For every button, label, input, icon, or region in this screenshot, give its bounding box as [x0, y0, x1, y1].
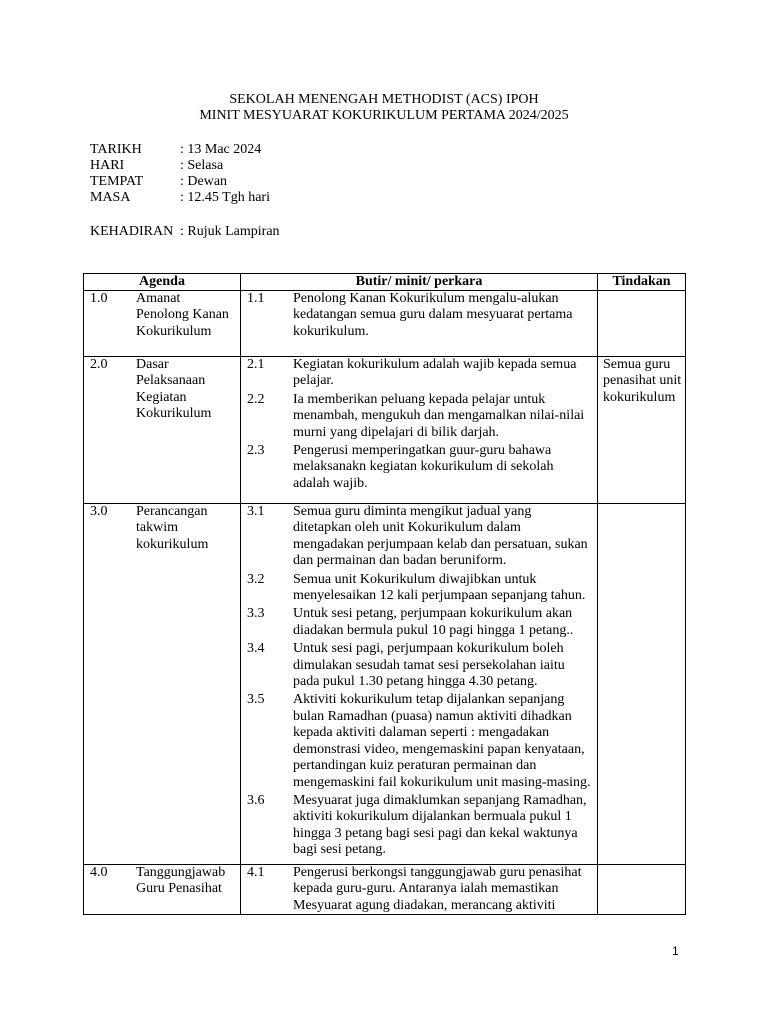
list-item: [241, 504, 597, 570]
info-label: HARI: [90, 158, 125, 173]
info-label: TARIKH: [90, 142, 142, 157]
info-value: : Selasa: [180, 158, 224, 173]
info-label: TEMPAT: [90, 174, 144, 189]
agenda-cell: [84, 865, 241, 915]
attendance-label: KEHADIRAN: [90, 224, 174, 239]
agenda-cell: [84, 504, 241, 865]
list-item: [241, 572, 597, 605]
butir-cell: [241, 504, 598, 865]
page-number: 1: [672, 944, 679, 958]
tindakan-cell: [598, 357, 686, 504]
butir-cell: [241, 291, 598, 357]
agenda-number: 1.0: [90, 291, 108, 306]
agenda-title: Tanggungjawab Guru Penasihat: [136, 865, 226, 897]
item-number: 2.2: [247, 391, 265, 407]
minutes-title: MINIT MESYUARAT KOKURIKULUM PERTAMA 2024/2025: [199, 108, 569, 123]
info-row-tarikh: [90, 142, 270, 158]
attendance-line: [90, 224, 280, 240]
header-butir: Butir/ minit/ perkara: [241, 274, 598, 291]
table-row: [84, 291, 686, 357]
item-text: Pengerusi berkongsi tanggungjawab guru penasihat kepada guru-guru. Antaranya ialah memastikan Mesyuarat agung diadakan, merancang aktiviti: [293, 865, 582, 913]
info-value: : Dewan: [180, 174, 228, 189]
table-row: [84, 357, 686, 504]
tindakan-cell: [598, 504, 686, 865]
item-number: 3.3: [247, 606, 265, 622]
table-row: [84, 865, 686, 915]
list-item: [241, 392, 597, 441]
butir-cell: [241, 865, 598, 915]
agenda-number: 2.0: [90, 357, 108, 372]
list-item: [241, 291, 597, 340]
tindakan-cell: [598, 291, 686, 357]
tindakan-cell: [598, 865, 686, 915]
butir-cell: [241, 357, 598, 504]
list-item: [241, 443, 597, 492]
minutes-table: [83, 273, 686, 915]
item-text: Semua unit Kokurikulum diwajibkan untuk menyelesaikan 12 kali perjumpaan sepanjang tahun.: [293, 571, 586, 604]
item-text: Penolong Kanan Kokurikulum mengalu-alukan kedatangan semua guru dalam mesyuarat pertama kokurikulum.: [293, 291, 573, 339]
item-number: 3.5: [247, 692, 265, 708]
agenda-title: Dasar Pelaksanaan Kegiatan Kokurikulum: [136, 357, 212, 422]
list-item: [241, 692, 597, 790]
agenda-cell: [84, 291, 241, 357]
item-number: 3.6: [247, 792, 265, 808]
agenda-title: Perancangan takwim kokurikulum: [136, 504, 209, 552]
item-text: Ia memberikan peluang kepada pelajar untuk menambah, mengukuh dan mengamalkan nilai-nilai murni yang dipelajari di bilik darjah.: [293, 391, 585, 440]
item-number: 3.4: [247, 641, 265, 657]
info-label: MASA: [90, 190, 131, 205]
school-title: SEKOLAH MENENGAH METHODIST (ACS) IPOH: [229, 92, 539, 107]
tindakan-text: Semua guru penasihat unit kokurikulum: [603, 357, 682, 405]
item-text: Mesyuarat juga dimaklumkan sepanjang Ramadhan, aktiviti kokurikulum dijalankan bermuala pukul 1 hingga 3 petang bagi sesi pagi dan kekal waktunya bagi sesi petang.: [293, 792, 587, 858]
agenda-cell: [84, 357, 241, 504]
item-number: 2.1: [247, 357, 265, 372]
item-number: 3.1: [247, 504, 265, 519]
list-item: [241, 793, 597, 859]
info-row-masa: [90, 190, 270, 206]
table-header-row: [84, 274, 686, 291]
list-item: [241, 357, 597, 390]
item-text: Pengerusi memperingatkan guur-guru bahawa melaksanakn kegiatan kokurikulum di sekolah adalah wajib.: [293, 443, 554, 491]
header-agenda: Agenda: [84, 274, 241, 291]
meeting-info: [90, 142, 270, 206]
item-text: Untuk sesi pagi, perjumpaan kokurikulum boleh dimulakan sesudah tamat sesi persekolahan iaitu pada pukul 1.30 petang hingga 4.30 petang.: [293, 641, 565, 690]
info-value: : 13 Mac 2024: [180, 142, 262, 157]
agenda-number: 3.0: [90, 504, 108, 519]
item-number: 2.3: [247, 443, 265, 459]
list-item: [241, 865, 597, 914]
item-text: Semua guru diminta mengikut jadual yang ditetapkan oleh unit Kokurikulum dalam mengadakan perjumpaan kelab dan persatuan, sukan dan permainan dan badan beruniform.: [293, 504, 588, 569]
agenda-number: 4.0: [90, 865, 108, 880]
item-number: 3.2: [247, 571, 265, 587]
list-item: [241, 606, 597, 639]
info-row-tempat: [90, 174, 270, 190]
agenda-title: Amanat Penolong Kanan Kokurikulum: [136, 291, 229, 339]
item-text: Untuk sesi petang, perjumpaan kokurikulum akan diadakan bermula pukul 10 pagi hingga 1 petang..: [293, 606, 574, 638]
item-text: Kegiatan kokurikulum adalah wajib kepada semua pelajar.: [293, 357, 577, 389]
header-tindakan: Tindakan: [598, 274, 686, 291]
table-row: [84, 504, 686, 865]
item-text: Aktiviti kokurikulum tetap dijalankan sepanjang bulan Ramadhan (puasa) namun aktiviti dihadkan kepada aktiviti dalaman seperti : mengadakan demonstrasi video, mengemaskini papan kenyataan, pertandingan kuiz peraturan permainan dan mengemaskini fail kokurikulum unit masing-masing.: [293, 692, 591, 790]
item-number: 4.1: [247, 865, 265, 880]
attendance-value: : Rujuk Lampiran: [180, 224, 280, 239]
info-row-hari: [90, 158, 270, 174]
item-number: 1.1: [247, 291, 265, 306]
list-item: [241, 641, 597, 690]
info-value: : 12.45 Tgh hari: [180, 190, 270, 205]
